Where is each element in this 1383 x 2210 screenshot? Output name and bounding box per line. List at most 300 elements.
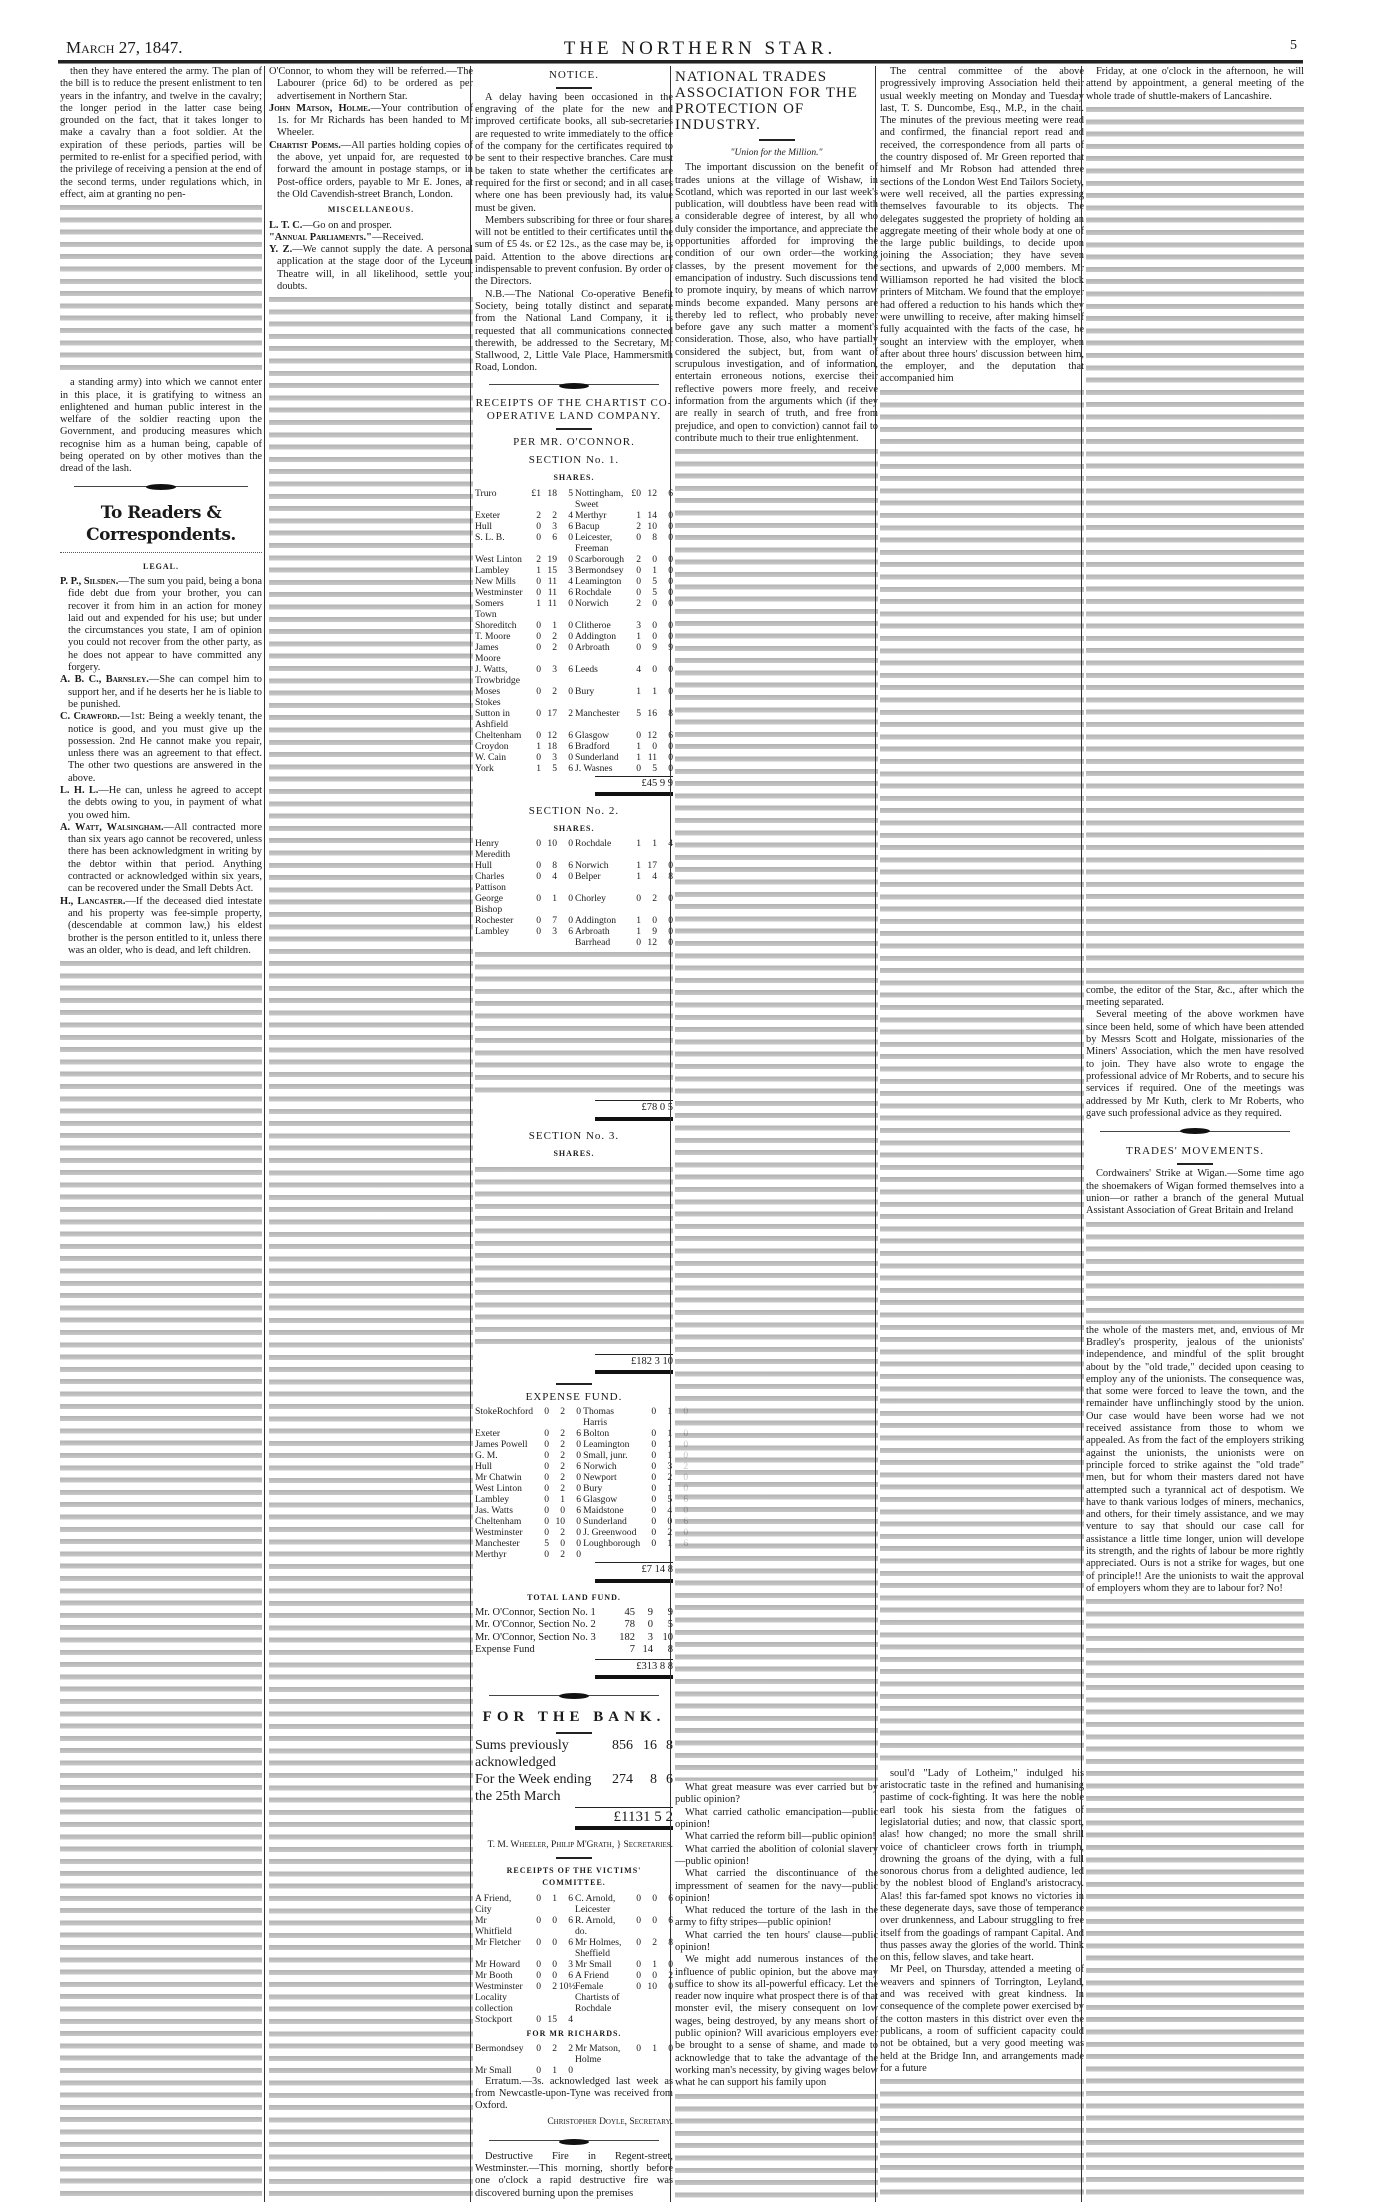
article-paragraph: N.B.—The National Co-operative Benefit Society, being totally distinct and separate from the National Land Company, it is requested that all communications connected therewith, be addressed to the Secretary, Mr Stallwood, 2, Little Vale Place, Hammersmith Road, London.	[475, 288, 673, 374]
contributor-cell: Stockport	[475, 2013, 513, 2025]
amount-cell: 0	[652, 740, 657, 752]
amount-cell: 6	[568, 520, 573, 532]
amount-cell: 0	[651, 1527, 657, 1539]
amount-cell: 0	[568, 619, 573, 631]
article-paragraph: We might add numerous instances of the influence of public opinion, but the above may suffice to show its all-powerful efficacy. Let the reader now inquire what prospect there is of that monster evil, the misery consequent on low wages, being destroyed, by any means short of public opinion? Will avaricious employers ever be brought to a sense of shame, and made to acknowledge that to take the advantage of the working man's necessity, by giving wages below what he can support his family upon	[675, 1954, 878, 2089]
amount-cell: 0	[636, 2042, 641, 2054]
section-total: £7 14 8	[595, 1562, 673, 1582]
article-paragraph: Mr Peel, on Thursday, attended a meeting of weavers and spinners of Torrington, Leyland, and was received with great kindness. In consequence of the complete power exercised by the cotton masters in this district over even the publicans, a room of sufficient capacity could not be obtained, but a very good meeting was held at the Bridge Inn, and arrangements made for a future	[880, 1964, 1084, 2074]
answer-text: O'Connor, to whom they will be referred.—The Labourer (price 6d) to be ordered as per advertisement in Northern Star.	[269, 66, 473, 102]
amount-cell: 0	[552, 1936, 557, 1948]
amount-cell: 0	[636, 641, 641, 653]
contributor-cell: Mr Whitfield	[475, 1914, 512, 1937]
amount-cell: 0	[668, 619, 673, 631]
amount-cell: 5	[544, 1538, 550, 1550]
correspondent-answer	[60, 822, 262, 896]
receipts-table	[475, 2043, 673, 2076]
amount-cell: 0	[560, 1538, 566, 1550]
amount-cell: 15	[547, 2013, 557, 2025]
amount-cell: 0	[568, 685, 573, 697]
ledger-table	[475, 1737, 673, 1805]
amount-cell: 0	[544, 1472, 550, 1484]
amount-cell: 0	[568, 838, 573, 850]
section-total: £1131 5 2	[575, 1807, 673, 1830]
amount-cell: 6	[576, 1461, 582, 1473]
contributor-cell: Merthyr	[575, 509, 607, 521]
amount-cell: 0	[636, 1914, 641, 1926]
amount-cell: 0	[652, 630, 657, 642]
amount-cell: 2	[667, 1527, 673, 1539]
contributor-cell: Norwich	[575, 860, 609, 872]
amount-cell: 8	[652, 531, 657, 543]
amount-cell: 0	[668, 762, 673, 774]
short-rule	[759, 139, 795, 141]
text-block-illegible	[60, 958, 262, 2201]
contributor-cell: George Bishop	[475, 893, 504, 916]
amount-cell: 0	[536, 1936, 541, 1948]
contributor-cell: Female Chartists of Rochdale	[575, 1980, 620, 2014]
article-paragraph: combe, the editor of the Star, &c., after which the meeting separated.	[1086, 984, 1304, 1009]
amount-cell: 0	[568, 531, 573, 543]
amount-cell: 0	[668, 1958, 673, 1970]
amount-cell: 2	[652, 1936, 657, 1948]
amount-cell: 5	[667, 1619, 673, 1631]
amount-cell: 0	[536, 729, 541, 741]
amount-cell: 1	[667, 1450, 673, 1462]
article-paragraph: What great measure was ever carried but by public opinion?	[675, 1782, 878, 1806]
amount-cell: 12	[647, 937, 657, 949]
ledger-label: Mr. O'Connor, Section No. 2	[475, 1619, 596, 1631]
contributor-cell: West Linton	[475, 553, 522, 565]
text-block-illegible	[880, 387, 1084, 1767]
amount-cell: 0	[651, 1538, 657, 1550]
contributor-cell: Glasgow	[583, 1494, 618, 1506]
amount-cell: 1	[636, 915, 641, 927]
amount-cell: 0	[651, 1450, 657, 1462]
amount-cell: 0	[668, 915, 673, 927]
amount-cell: 0	[668, 564, 673, 576]
column-3	[470, 66, 673, 2202]
amount-cell	[559, 937, 573, 948]
amount-cell: 11	[647, 751, 657, 763]
amount-cell: 0	[536, 893, 541, 905]
amount-cell: £1	[531, 487, 541, 499]
amount-cell: 2	[552, 1980, 557, 1992]
amount-cell: 8	[666, 1737, 673, 1753]
amount-cell: 0	[568, 751, 573, 763]
amount-cell: 11	[547, 586, 557, 598]
amount-cell: 0	[636, 531, 641, 543]
amount-cell: 0	[668, 586, 673, 598]
amount-cell: 1	[552, 1892, 557, 1904]
amount-cell: 8	[668, 871, 673, 883]
amount-cell: 182	[619, 1631, 635, 1643]
amount-cell: 1	[552, 893, 557, 905]
amount-cell: 0	[576, 1406, 582, 1418]
amount-cell: 0	[668, 740, 673, 752]
article-paragraph: Members subscribing for three or four shares will not be entitled to their certificates until the sum of £5 4s. or £2 12s., as the case may be, is paid. Attention to the above directions are indispensable to prevent confusion. By order of the Directors.	[475, 214, 673, 288]
amount-cell: 10	[547, 838, 557, 850]
text-block-illegible	[880, 2076, 1084, 2201]
contributor-cell: Thomas Harris	[583, 1406, 615, 1429]
receipts-table	[475, 838, 673, 948]
contributor-cell: J. Watts, Trowbridge	[475, 663, 520, 686]
section-heading: TRADES' MOVEMENTS.	[1126, 1145, 1264, 1158]
amount-cell: 6	[552, 531, 557, 543]
article-paragraph: Cordwainers' Strike at Wigan.—Some time ago the shoemakers of Wigan formed themselves into a union—or rather a branch of the general Mutual Assistant Association of Great Britain and Ireland	[1086, 1168, 1304, 1217]
text-block-illegible	[1086, 104, 1304, 984]
contributor-cell: Mr Chatwin	[475, 1472, 522, 1484]
section-heading: SECTION No. 1.	[528, 453, 620, 466]
amount-cell: 0	[544, 1406, 550, 1418]
correspondent-name: John Matson, Holme.	[269, 102, 371, 114]
contributor-cell: Rochester	[475, 915, 514, 927]
contributor-cell: Westminster	[475, 1527, 523, 1539]
section-heading: "Union for the Million."	[730, 148, 823, 158]
short-rule	[556, 1732, 592, 1734]
contributor-cell: Westminster	[475, 586, 523, 598]
amount-cell: 0	[536, 641, 541, 653]
amount-cell: 6	[576, 1505, 582, 1517]
amount-cell: 1	[667, 1483, 673, 1495]
correspondent-answer	[269, 244, 473, 293]
amount-cell: 6	[568, 860, 573, 872]
amount-cell: 8	[552, 860, 557, 872]
amount-cell: 0	[536, 2042, 541, 2054]
amount-cell: 1	[552, 2064, 557, 2076]
amount-cell: 0	[651, 1461, 657, 1473]
contributor-cell: Leamington	[575, 575, 622, 587]
contributor-cell: Mr Howard	[475, 1958, 521, 1970]
amount-cell: 5	[652, 575, 657, 587]
contributor-cell: J. Wasnes	[575, 762, 613, 774]
contributor-cell: Hull	[475, 1461, 493, 1473]
contributor-cell: Hull	[475, 520, 493, 532]
amount-cell: 0	[536, 926, 541, 938]
contributor-cell: Sunderland	[583, 1516, 627, 1528]
amount-cell: 1	[636, 509, 641, 521]
contributor-cell	[575, 2014, 625, 2025]
ledger-label: For the Week ending the 25th March	[475, 1771, 592, 1804]
amount-cell: 0	[536, 1969, 541, 1981]
amount-cell: 0	[636, 1958, 641, 1970]
section-heading: PER MR. O'CONNOR.	[513, 435, 635, 448]
amount-cell: 0	[536, 575, 541, 587]
amount-cell: 5	[552, 762, 557, 774]
amount-cell: 0	[636, 937, 641, 949]
article-paragraph: What carried the reform bill—public opinion!	[685, 1831, 876, 1843]
amount-cell: 0	[668, 751, 673, 763]
amount-cell: 8	[650, 1771, 657, 1787]
amount-cell: 12	[547, 729, 557, 741]
amount-cell: 1	[636, 860, 641, 872]
amount-cell: 0	[652, 1914, 657, 1926]
correspondent-answer	[269, 232, 473, 244]
amount-cell: 5	[652, 762, 657, 774]
amount-cell: 1	[552, 619, 557, 631]
amount-cell: 2	[560, 1527, 566, 1539]
amount-cell: 5	[636, 707, 641, 719]
amount-cell: 2	[560, 1439, 566, 1451]
contributor-cell: York	[475, 762, 494, 774]
amount-cell: 1	[636, 751, 641, 763]
ledger-label: Sums previously acknowledged	[475, 1737, 569, 1770]
signature: T. M. Wheeler, Philip M'Grath, } Secretaries.	[487, 1840, 673, 1851]
contributor-cell: Bermondsey	[475, 2042, 524, 2054]
contributor-cell: Bury	[583, 1483, 603, 1495]
amount-cell: 2	[536, 509, 541, 521]
correspondent-answer	[269, 103, 473, 140]
article-paragraph: Destructive Fire in Regent-street, Westminster.—This morning, shortly before one o'clock a rapid destructive fire was discovered burning upon the premises	[475, 2150, 673, 2199]
article-paragraph: soul'd "Lady of Lotheim," indulged his aristocratic taste in the refined and humanising pastime of cock-fighting. It was here the noble earl took his siesta from the fatigues of legislatorial duties; and now, that classic sport, alas! how changed; no more the small shrill voice of chanticleer crows forth in triumph, drowning the groans of the dying, with a full sonorous chorus from a delighted audience, led by the noblest blood of England's aristocracy. Alas! this far-famed spot knows no victories in these degenerate days, save those of temperance over drunkenness, and Labour struggling to free itself from the goadings of rampant Capital. And thus passes away the glories of the world. Think on this, fellow slaves, and take heart.	[880, 1767, 1084, 1964]
amount-cell: 1	[652, 1958, 657, 1970]
amount-cell: 0	[536, 915, 541, 927]
amount-cell: 1	[652, 685, 657, 697]
amount-cell: 0	[576, 1549, 582, 1561]
amount-cell: 6	[668, 1892, 673, 1904]
amount-cell: 3	[552, 520, 557, 532]
amount-cell: 11	[547, 597, 557, 609]
section-heading: SECTION No. 3.	[528, 1129, 620, 1142]
amount-cell: 0	[536, 685, 541, 697]
contributor-cell: Hull	[475, 860, 493, 872]
amount-cell: 10	[662, 1631, 673, 1643]
amount-cell: 0	[576, 1516, 582, 1528]
amount-cell: 4	[568, 509, 573, 521]
amount-cell: 2	[560, 1406, 566, 1418]
amount-cell: 3	[552, 663, 557, 675]
contributor-cell: Somers Town	[475, 597, 504, 620]
amount-cell: 0	[576, 1439, 582, 1451]
amount-cell: 274	[612, 1771, 633, 1787]
amount-cell: 0	[636, 564, 641, 576]
amount-cell: 0	[652, 915, 657, 927]
amount-cell: 0	[668, 597, 673, 609]
amount-cell: 0	[536, 630, 541, 642]
amount-cell: 3	[667, 1461, 673, 1473]
amount-cell: 45	[624, 1606, 635, 1618]
amount-cell: 3	[568, 564, 573, 576]
amount-cell	[642, 1549, 656, 1560]
amount-cell: 0	[651, 1406, 657, 1418]
amount-cell	[643, 2065, 657, 2076]
amount-cell: 0	[544, 1483, 550, 1495]
ledger-label: Mr. O'Connor, Section No. 3	[475, 1631, 596, 1643]
amount-cell: 2	[560, 1461, 566, 1473]
amount-cell: 16	[647, 707, 657, 719]
amount-cell: 6	[568, 663, 573, 675]
amount-cell: 1	[652, 2042, 657, 2054]
answer-text: —All contracted more than six years ago cannot be recovered, unless there has been acknowledgment in writing by the debtor within that period. Anything contracted or acknowledged within six years, can be recovered under the Small Debts Act.	[68, 821, 262, 895]
contributor-cell: Loughborough	[583, 1538, 641, 1550]
amount-cell: 0	[536, 707, 541, 719]
amount-cell: 1	[667, 1439, 673, 1451]
amount-cell: 0	[667, 1516, 673, 1528]
amount-cell: 0	[668, 509, 673, 521]
amount-cell: 0	[651, 1428, 657, 1440]
amount-cell	[527, 937, 541, 948]
correspondent-name: H., Lancaster.	[60, 895, 126, 907]
amount-cell: 2	[552, 509, 557, 521]
amount-cell: 0	[536, 619, 541, 631]
amount-cell: 0	[668, 926, 673, 938]
correspondent-name: L. H. L.	[60, 784, 99, 796]
amount-cell: 0	[651, 1439, 657, 1451]
section-heading: SHARES.	[553, 1148, 595, 1158]
amount-cell: 0	[568, 2064, 573, 2076]
amount-cell: 6	[666, 1771, 673, 1787]
amount-cell: 0	[636, 586, 641, 598]
correspondent-name: L. T. C.	[269, 219, 303, 231]
amount-cell: 0	[536, 1914, 541, 1926]
amount-cell: 0	[636, 575, 641, 587]
contributor-cell: Barrhead	[575, 937, 611, 949]
section-heading: MISCELLANEOUS.	[327, 205, 415, 215]
amount-cell: 5	[667, 1494, 673, 1506]
article-paragraph: What reduced the torture of the lash in the army to fifty stripes—public opinion!	[675, 1905, 878, 1929]
correspondent-name: P. P., Silsden.	[60, 575, 119, 587]
amount-cell: 1	[536, 564, 541, 576]
short-rule	[556, 87, 592, 89]
column-6	[1081, 66, 1304, 2202]
amount-cell: 0	[536, 1980, 541, 1992]
amount-cell: 3	[636, 619, 641, 631]
amount-cell: 0	[668, 531, 673, 543]
amount-cell: 0	[536, 586, 541, 598]
correspondent-name: Chartist Poems.	[269, 139, 341, 151]
contributor-cell: Addington	[575, 630, 617, 642]
section-heading: RECEIPTS OF THE CHARTIST CO-OPERATIVE LAND COMPANY.	[475, 397, 673, 422]
amount-cell: 0	[668, 575, 673, 587]
amount-cell: 0	[652, 597, 657, 609]
amount-cell: 2	[636, 520, 641, 532]
short-rule	[556, 428, 592, 430]
amount-cell: 0	[552, 1958, 557, 1970]
amount-cell: 0	[536, 663, 541, 675]
amount-cell: 0	[544, 1505, 550, 1517]
amount-cell	[627, 2065, 641, 2076]
amount-cell: 2	[668, 1969, 673, 1981]
amount-cell: 0	[652, 663, 657, 675]
amount-cell: 1	[560, 1494, 566, 1506]
ornament-divider-icon	[1100, 1126, 1290, 1136]
amount-cell: 2	[636, 553, 641, 565]
amount-cell: 4	[636, 663, 641, 675]
contributor-cell: Leamington	[583, 1439, 630, 1451]
answer-text: —All parties holding copies of the above, yet unpaid for, are requested to forward the amount in postage stamps, or in Post-office orders, payable to Mr E. Jones, at the Old Cavendish-street Branch, London.	[277, 139, 473, 200]
amount-cell: 6	[568, 1892, 573, 1904]
amount-cell: 0	[544, 1494, 550, 1506]
header-rule	[58, 60, 1303, 64]
amount-cell: 0	[668, 553, 673, 565]
text-block-illegible	[675, 2091, 878, 2201]
section-heading: NATIONAL TRADES ASSOCIATION FOR THE PROTECTION OF INDUSTRY.	[675, 69, 858, 133]
amount-cell: 0	[652, 1892, 657, 1904]
contributor-cell: Addington	[575, 915, 617, 927]
amount-cell: 2	[552, 2042, 557, 2054]
short-rule	[556, 1857, 592, 1859]
amount-cell: 1	[652, 838, 657, 850]
amount-cell: 0	[636, 1969, 641, 1981]
amount-cell: 7	[552, 915, 557, 927]
contributor-cell: Lambley	[475, 1494, 510, 1506]
contributor-cell: Maidstone	[583, 1505, 624, 1517]
amount-cell: 0	[668, 2042, 673, 2054]
amount-cell: 6	[568, 762, 573, 774]
amount-cell: 16	[643, 1737, 657, 1753]
amount-cell: 1	[636, 630, 641, 642]
correspondent-answer	[269, 220, 473, 232]
article-paragraph: the whole of the masters met, and, envious of Mr Bradley's prosperity, jealous of the unionists' independence, and mindful of the split brought about by the "old trade," decided upon ceasing to employ any of the unionists. The consequence was, that some were forced to leave the town, and the remainder have unflinchingly stood by the union. Our case would have been worse had we not received assistance from those to whom we appealed. As from the fact of the employers striking against the unionists, the unionists were on principle forced to strike against the "old trade" men, but for whom their masters dared not have attempted such a tyrannical act of despotism. We have to thank various lodges of miners, mechanics, and others, for their timely assistance, and we may venture to say that should our case call for assistance a little time longer, union will develope its strength, and the rights of labour be more rightly appreciated. Ours is not a strike for wages, but one of principle!! Are the unionists to wait the approval of employers whom they are to labour for? No!	[1086, 1324, 1304, 1594]
amount-cell: 2	[560, 1549, 566, 1561]
contributor-cell: Henry Meredith	[475, 838, 511, 861]
amount-cell: 0	[636, 1936, 641, 1948]
amount-cell: 0	[536, 1892, 541, 1904]
amount-cell: 1	[667, 1428, 673, 1440]
amount-cell: 0	[536, 2013, 541, 2025]
contributor-cell: W. Cain	[475, 751, 507, 763]
amount-cell: 5	[568, 487, 573, 499]
article-paragraph: The central committee of the above progressively improving Association held their usual weekly meeting on Monday and Tuesday last, T. S. Duncombe, Esq., M.P., in the chair. The minutes of the previous meeting were read and confirmed, the financial report read and received, the correspondence from all parts of the country disposed of. Mr Green reported that himself and Mr Robson had attended three sections of the London West End Tailors Society, were well received, all the parties expressing themselves favourable to its objects. The delegates suggested the propriety of holding an aggregate meeting of their whole body at one of the large public buildings, to decide upon joining the Association; they have seven sections, and upwards of 2,000 members. Mr Williamson reported he had visited the block printers of Mitcham. We found that the employer had offered a reduction to his hands which they were unwilling to receive, after making himself fully acquainted with the facts of the case, he sought an interview with the employer, when after about three hours' discussion between him, the employer, and the deputation that accompanied him	[880, 66, 1085, 385]
text-block-illegible	[60, 202, 262, 376]
amount-cell: 8	[668, 1936, 673, 1948]
amount-cell: 6	[568, 740, 573, 752]
contributor-cell: Sunderland	[575, 751, 619, 763]
answer-text: —She can compel him to support her, and if he deserts her he is liable to be punished.	[68, 674, 262, 710]
amount-cell: 1	[667, 1538, 673, 1550]
page-number: 5	[1290, 38, 1297, 53]
section-heading: SHARES.	[553, 473, 595, 483]
amount-cell: 6	[568, 926, 573, 938]
amount-cell: 0	[536, 531, 541, 543]
amount-cell: 0	[552, 1969, 557, 1981]
amount-cell: 0	[568, 630, 573, 642]
contributor-cell: Bermondsey	[575, 564, 624, 576]
article-paragraph: Erratum.—3s. acknowledged last week as from Newcastle-upon-Tyne was received from Oxford.	[475, 2075, 673, 2112]
article-paragraph: The important discussion on the benefit of trades unions at the village of Wishaw, in Scotland, which was reported in our last week's publication, will doubtless have been read with a considerable degree of interest, by all who duly consider the importance, and appreciate the opportunities afforded for improving the condition of our own order—the working classes, by the present movement for the emancipation of industry. Such discussions tend to promote inquiry, by means of which narrow minds become expanded. Many persons are thereby led to reflect, who probably never before gave any such matter a moment's consideration. Those, also, who have partially considered the subject, but, from want of scrupulous investigation, and of information, entertain erroneous notions, exercise their reflective powers more freely, and receive information from the arguments which (if they are really in search of truth, and free from prejudice, and open to conviction) cannot fail to contribute much to their true enlightenment.	[675, 162, 878, 444]
amount-cell	[643, 2014, 657, 2025]
amount-cell: 0	[636, 1892, 641, 1904]
amount-cell: 10	[647, 1980, 657, 1992]
ornament-divider-icon	[489, 381, 659, 389]
amount-cell: 0	[576, 1527, 582, 1539]
column-1	[60, 66, 262, 2202]
amount-cell	[543, 937, 557, 948]
amount-cell: 6	[668, 487, 673, 499]
amount-cell: 6	[668, 1914, 673, 1926]
amount-cell: 2	[568, 707, 573, 719]
amount-cell: 3	[647, 1631, 653, 1643]
section-total: £45 9 9	[595, 776, 673, 796]
amount-cell: 0	[668, 893, 673, 905]
contributor-cell: J. Greenwood	[583, 1527, 637, 1539]
contributor-cell: Norwich	[575, 597, 609, 609]
contributor-cell: James Moore	[475, 641, 501, 664]
amount-cell: 0	[652, 619, 657, 631]
contributor-cell	[583, 1549, 640, 1560]
section-heading: SECTION No. 2.	[528, 804, 620, 817]
correspondent-name: C. Crawford.	[60, 711, 120, 723]
amount-cell: 1	[536, 597, 541, 609]
receipts-table	[475, 1406, 673, 1560]
contributor-cell: R. Arnold, do.	[575, 1914, 616, 1937]
amount-cell: 8	[667, 1644, 673, 1656]
contributor-cell: Scarborough	[575, 553, 625, 565]
article-paragraph: Several meeting of the above workmen have since been held, some of which have been attended by Messrs Scott and Holgate, missionaries of the Miners' Association, which the men have resolved to join. They have also wrote to engage the professional advice of Mr Roberts, and to secure his services if required. One of the meetings was addressed by Mr Kuth, clerk to Mr Roberts, who gave such professional advice as they required.	[1086, 1009, 1304, 1119]
amount-cell: 5	[652, 586, 657, 598]
contributor-cell: Lambley	[475, 926, 510, 938]
amount-cell: 6	[668, 729, 673, 741]
